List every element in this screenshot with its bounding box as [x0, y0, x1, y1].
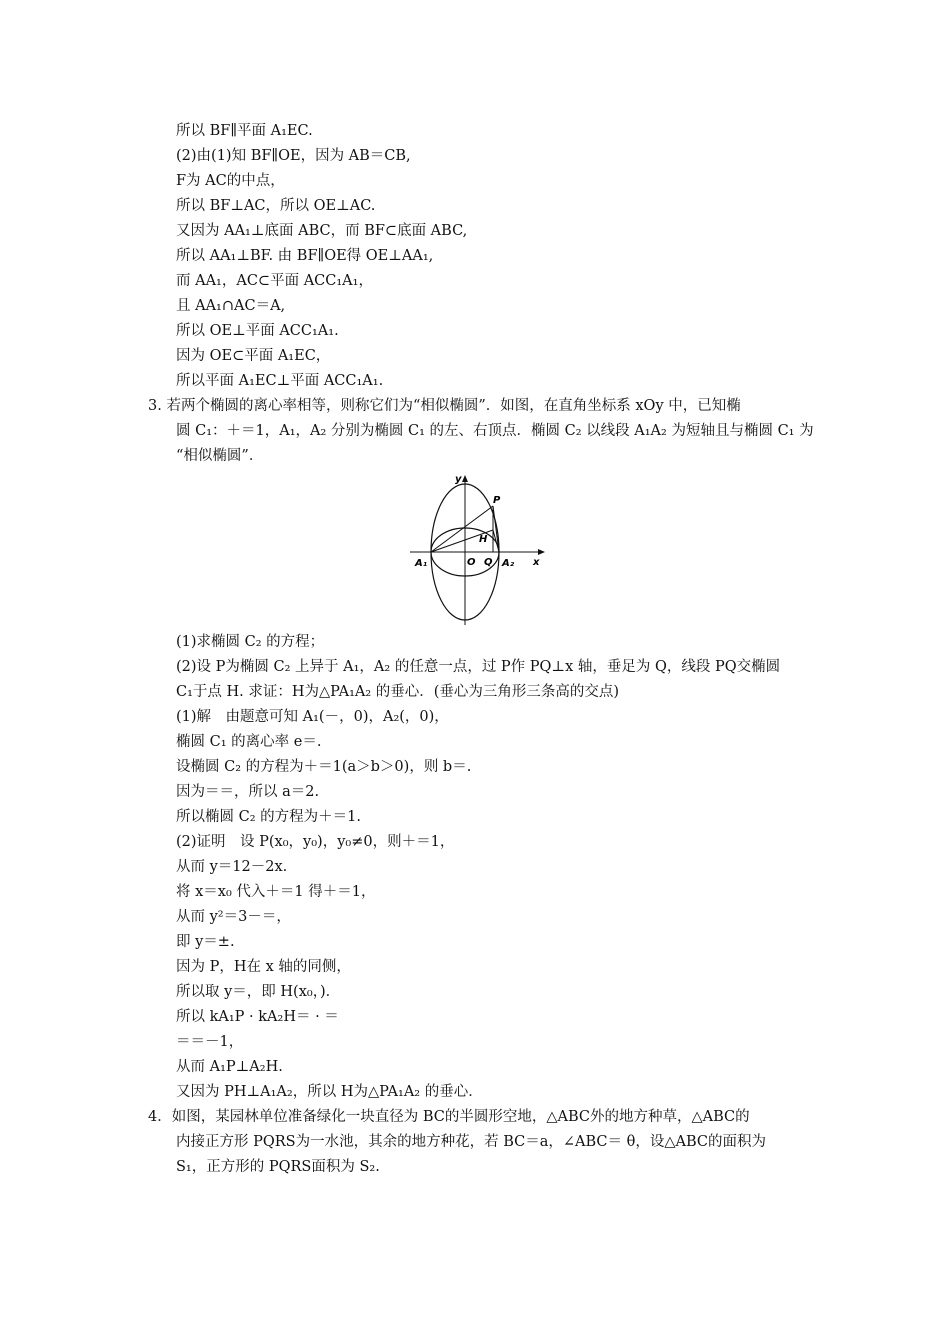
proof-line: 所以平面 A₁EC⊥平面 ACC₁A₁.	[176, 373, 384, 389]
proof-line: 所以 BF⊥AC，所以 OE⊥AC.	[176, 198, 376, 214]
segment-a1-p	[431, 506, 493, 552]
label-q: Q	[484, 557, 493, 568]
label-p: P	[493, 495, 501, 506]
solution-line: 因为＝＝，所以 a＝2.	[176, 784, 320, 800]
solution-line: (1)解 由题意可知 A₁(－，0)，A₂(，0)，	[176, 709, 449, 725]
problem3-statement: “相似椭圆”．	[176, 448, 264, 464]
question-line: C₁于点 H. 求证：H为△PA₁A₂ 的垂心．(垂心为三角形三条高的交点)	[176, 684, 620, 700]
solution-line: 从而 y²＝3－＝，	[176, 909, 291, 925]
problem3-statement: 3. 若两个椭圆的离心率相等，则称它们为“相似椭圆”．如图，在直角坐标系 xOy 中，已知椭	[148, 398, 741, 414]
label-a2: A₂	[502, 558, 515, 569]
solution-line: ＝＝－1，	[176, 1034, 244, 1050]
problem4-statement: 4．如图，某园林单位准备绿化一块直径为 BC的半圆形空地，△ABC外的地方种草，△ABC的	[148, 1109, 750, 1125]
problem4-statement: S₁，正方形的 PQRS面积为 S₂.	[176, 1159, 380, 1175]
problem3-statement: 圆 C₁：＋＝1，A₁，A₂ 分别为椭圆 C₁ 的左、右顶点．椭圆 C₂ 以线段 A₁A₂ 为短轴且与椭圆 C₁ 为	[176, 423, 814, 439]
question-line: (1)求椭圆 C₂ 的方程；	[176, 634, 325, 650]
solution-line: 所以椭圆 C₂ 的方程为＋＝1.	[176, 809, 361, 825]
solution-line: 所以取 y＝，即 H(x₀，)．	[176, 984, 341, 1000]
y-axis-arrow	[462, 475, 468, 482]
solution-line: 设椭圆 C₂ 的方程为＋＝1(a＞b＞0)，则 b＝.	[176, 759, 472, 775]
proof-line: 所以 BF∥平面 A₁EC.	[176, 123, 313, 139]
label-h: H	[479, 534, 488, 545]
label-a1: A₁	[415, 558, 428, 569]
solution-line: 将 x＝x₀ 代入＋＝1 得＋＝1，	[176, 884, 376, 900]
ellipse-figure	[405, 470, 550, 630]
proof-line: 又因为 AA₁⊥底面 ABC，而 BF⊂底面 ABC,	[176, 223, 468, 239]
proof-line: 且 AA₁∩AC＝A,	[176, 298, 286, 314]
question-line: (2)设 P为椭圆 C₂ 上异于 A₁，A₂ 的任意一点，过 P作 PQ⊥x 轴，垂足为 Q，线段 PQ交椭圆	[176, 659, 781, 675]
solution-line: 从而 y＝12－2x.	[176, 859, 288, 875]
solution-line: 因为 P，H在 x 轴的同侧，	[176, 959, 351, 975]
problem4-statement: 内接正方形 PQRS为一水池，其余的地方种花，若 BC＝a，∠ABC＝ θ，设△ABC的面积为	[176, 1134, 766, 1150]
segment-p-a2	[493, 506, 499, 552]
proof-line: 所以 OE⊥平面 ACC₁A₁.	[176, 323, 339, 339]
proof-line: F为 AC的中点，	[176, 173, 285, 189]
label-o: O	[467, 557, 476, 568]
solution-line: (2)证明 设 P(x₀，y₀)，y₀≠0，则＋＝1，	[176, 834, 455, 850]
label-x: x	[533, 557, 540, 568]
proof-line: (2)由(1)知 BF∥OE，因为 AB＝CB,	[176, 148, 411, 164]
solution-line: 所以 kA₁P · kA₂H＝ · ＝	[176, 1009, 339, 1025]
solution-line: 椭圆 C₁ 的离心率 e＝.	[176, 734, 322, 750]
proof-line: 所以 AA₁⊥BF. 由 BF∥OE得 OE⊥AA₁,	[176, 248, 434, 264]
label-y: y	[455, 474, 462, 485]
proof-line: 而 AA₁，AC⊂平面 ACC₁A₁，	[176, 273, 373, 289]
solution-line: 即 y＝±.	[176, 934, 235, 950]
x-axis-arrow	[538, 549, 545, 555]
solution-line: 又因为 PH⊥A₁A₂，所以 H为△PA₁A₂ 的垂心．	[176, 1084, 483, 1100]
solution-line: 从而 A₁P⊥A₂H.	[176, 1059, 283, 1075]
proof-line: 因为 OE⊂平面 A₁EC，	[176, 348, 331, 364]
